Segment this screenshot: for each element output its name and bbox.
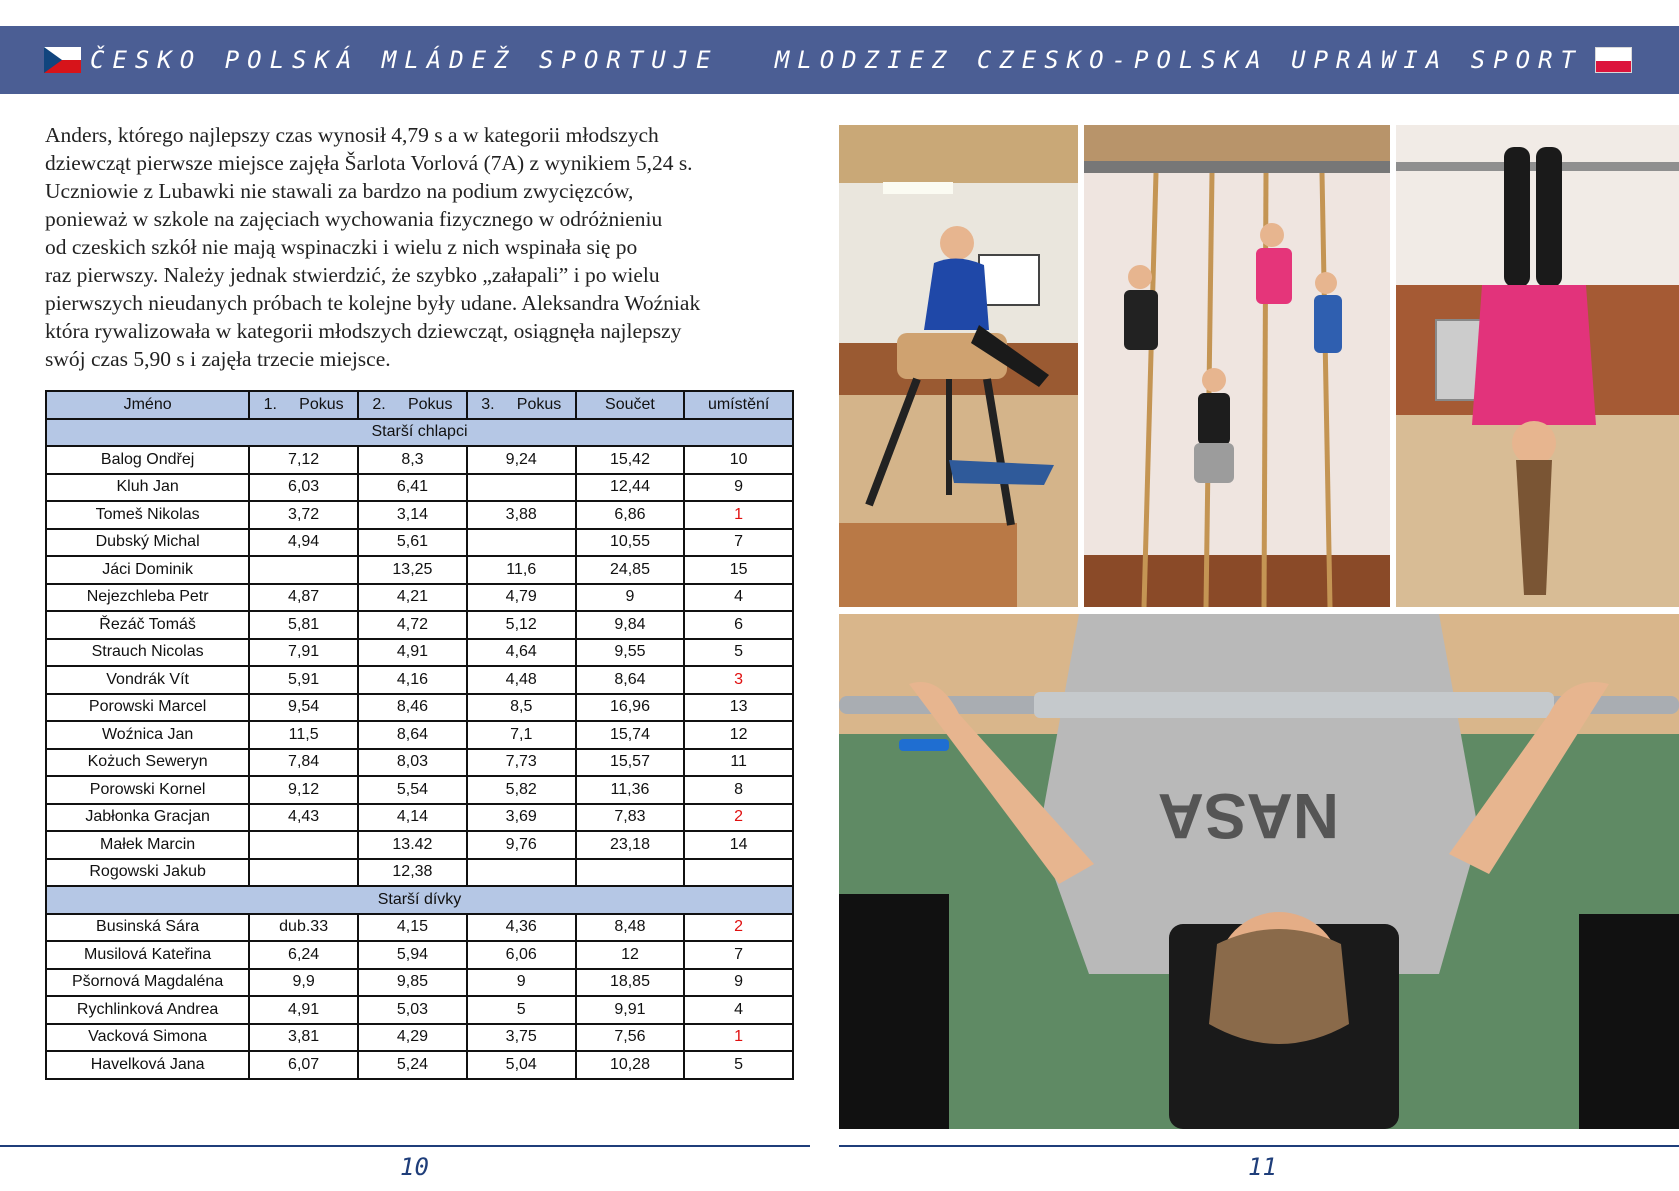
cell-placement: 11 bbox=[684, 749, 793, 777]
cell-placement: 14 bbox=[684, 831, 793, 859]
photo-boy-vaulting-icon bbox=[839, 125, 1078, 607]
table-row bbox=[46, 694, 793, 722]
cell-attempt-1 bbox=[249, 556, 358, 584]
cell-attempt-2: 8,03 bbox=[358, 749, 467, 777]
cell-sum: 15,57 bbox=[576, 749, 685, 777]
page-number-right: 11 bbox=[1248, 1153, 1277, 1181]
cell-attempt-3: 6,06 bbox=[467, 941, 576, 969]
cell-sum: 9,84 bbox=[576, 611, 685, 639]
cell-name: Jabłonka Gracjan bbox=[46, 804, 249, 832]
cell-attempt-2: 5,24 bbox=[358, 1051, 467, 1079]
table-row bbox=[46, 941, 793, 969]
cell-attempt-3: 8,5 bbox=[467, 694, 576, 722]
cell-attempt-2: 4,21 bbox=[358, 584, 467, 612]
cell-placement: 13 bbox=[684, 694, 793, 722]
cell-placement: 4 bbox=[684, 584, 793, 612]
cell-name: Dubský Michal bbox=[46, 529, 249, 557]
cell-sum: 15,42 bbox=[576, 446, 685, 474]
cell-sum: 18,85 bbox=[576, 969, 685, 997]
cell-name: Musilová Kateřina bbox=[46, 941, 249, 969]
cell-placement: 3 bbox=[684, 666, 793, 694]
cell-placement: 2 bbox=[684, 914, 793, 942]
cell-attempt-2: 4,29 bbox=[358, 1024, 467, 1052]
table-row bbox=[46, 914, 793, 942]
cell-sum: 9,91 bbox=[576, 996, 685, 1024]
cell-name: Rogowski Jakub bbox=[46, 859, 249, 887]
column-header-placement: umístění bbox=[684, 391, 793, 419]
cell-attempt-3: 4,36 bbox=[467, 914, 576, 942]
cell-attempt-3: 9,24 bbox=[467, 446, 576, 474]
cell-placement: 5 bbox=[684, 1051, 793, 1079]
cell-attempt-3: 9 bbox=[467, 969, 576, 997]
cell-placement: 9 bbox=[684, 474, 793, 502]
cell-name: Kożuch Seweryn bbox=[46, 749, 249, 777]
table-row bbox=[46, 721, 793, 749]
cell-attempt-2: 5,61 bbox=[358, 529, 467, 557]
cell-attempt-2: 6,41 bbox=[358, 474, 467, 502]
table-row bbox=[46, 859, 793, 887]
cell-attempt-3: 3,69 bbox=[467, 804, 576, 832]
cell-sum: 15,74 bbox=[576, 721, 685, 749]
cell-attempt-1: 9,9 bbox=[249, 969, 358, 997]
cell-placement: 1 bbox=[684, 1024, 793, 1052]
cell-name: Porowski Marcel bbox=[46, 694, 249, 722]
cell-name: Kluh Jan bbox=[46, 474, 249, 502]
table-row bbox=[46, 639, 793, 667]
column-header-attempt-1: 1. Pokus bbox=[249, 391, 358, 419]
table-row bbox=[46, 969, 793, 997]
cell-sum: 24,85 bbox=[576, 556, 685, 584]
cell-attempt-3 bbox=[467, 474, 576, 502]
header-title-polish: MLODZIEZ CZESKO-POLSKA UPRAWIA SPORT bbox=[774, 46, 1583, 74]
cell-name: Rychlinková Andrea bbox=[46, 996, 249, 1024]
cell-attempt-1: 7,12 bbox=[249, 446, 358, 474]
table-row bbox=[46, 776, 793, 804]
cell-attempt-3: 7,73 bbox=[467, 749, 576, 777]
cell-placement: 10 bbox=[684, 446, 793, 474]
cell-placement: 8 bbox=[684, 776, 793, 804]
cell-name: Strauch Nicolas bbox=[46, 639, 249, 667]
cell-attempt-3: 3,75 bbox=[467, 1024, 576, 1052]
cell-attempt-2: 13.42 bbox=[358, 831, 467, 859]
table-row bbox=[46, 584, 793, 612]
cell-attempt-3: 5 bbox=[467, 996, 576, 1024]
column-header-sum: Součet bbox=[576, 391, 685, 419]
table-row bbox=[46, 556, 793, 584]
cell-placement: 9 bbox=[684, 969, 793, 997]
cell-attempt-1: 5,91 bbox=[249, 666, 358, 694]
intro-line: od czeskich szkół nie mają wspinaczki i wielu z nich wspinała się po bbox=[45, 235, 638, 259]
table-row bbox=[46, 501, 793, 529]
cell-attempt-3 bbox=[467, 859, 576, 887]
cell-attempt-3: 11,6 bbox=[467, 556, 576, 584]
cell-attempt-1 bbox=[249, 859, 358, 887]
cell-attempt-1: 9,12 bbox=[249, 776, 358, 804]
cell-attempt-2: 5,03 bbox=[358, 996, 467, 1024]
cell-attempt-2: 4,14 bbox=[358, 804, 467, 832]
cell-name: Vacková Simona bbox=[46, 1024, 249, 1052]
cell-placement: 15 bbox=[684, 556, 793, 584]
cell-attempt-2: 4,91 bbox=[358, 639, 467, 667]
table-row bbox=[46, 474, 793, 502]
cell-name: Jáci Dominik bbox=[46, 556, 249, 584]
footer-rule-left bbox=[0, 1145, 810, 1147]
intro-line: Anders, którego najlepszy czas wynosił 4,79 s a w kategorii młodszych bbox=[45, 123, 659, 147]
cell-placement: 1 bbox=[684, 501, 793, 529]
cell-sum: 8,48 bbox=[576, 914, 685, 942]
cell-attempt-2: 3,14 bbox=[358, 501, 467, 529]
cell-attempt-1: 3,81 bbox=[249, 1024, 358, 1052]
cell-name: Balog Ondřej bbox=[46, 446, 249, 474]
cell-placement: 12 bbox=[684, 721, 793, 749]
table-row bbox=[46, 1024, 793, 1052]
cell-attempt-2: 4,15 bbox=[358, 914, 467, 942]
cell-attempt-1: 4,91 bbox=[249, 996, 358, 1024]
page-number-left: 10 bbox=[400, 1153, 429, 1181]
cell-attempt-3: 7,1 bbox=[467, 721, 576, 749]
cell-attempt-1: 3,72 bbox=[249, 501, 358, 529]
cell-sum: 6,86 bbox=[576, 501, 685, 529]
cell-attempt-1: 7,84 bbox=[249, 749, 358, 777]
cell-attempt-2: 5,94 bbox=[358, 941, 467, 969]
svg-text:NASA: NASA bbox=[1157, 780, 1339, 852]
polish-flag-icon bbox=[1595, 47, 1632, 73]
cell-attempt-3: 4,48 bbox=[467, 666, 576, 694]
cell-sum: 23,18 bbox=[576, 831, 685, 859]
cell-placement: 5 bbox=[684, 639, 793, 667]
cell-sum: 11,36 bbox=[576, 776, 685, 804]
cell-sum: 10,55 bbox=[576, 529, 685, 557]
cell-name: Małek Marcin bbox=[46, 831, 249, 859]
cell-name: Havelková Jana bbox=[46, 1051, 249, 1079]
cell-attempt-2: 8,46 bbox=[358, 694, 467, 722]
intro-paragraph bbox=[45, 121, 805, 373]
cell-attempt-1: 6,03 bbox=[249, 474, 358, 502]
cell-name: Porowski Kornel bbox=[46, 776, 249, 804]
table-row bbox=[46, 666, 793, 694]
column-header-attempt-3: 3. Pokus bbox=[467, 391, 576, 419]
footer-rule-right bbox=[839, 1145, 1679, 1147]
cell-attempt-2: 8,3 bbox=[358, 446, 467, 474]
table-row bbox=[46, 1051, 793, 1079]
cell-placement: 6 bbox=[684, 611, 793, 639]
cell-attempt-1: 7,91 bbox=[249, 639, 358, 667]
cell-attempt-2: 13,25 bbox=[358, 556, 467, 584]
section-header-row bbox=[46, 886, 793, 914]
cell-attempt-2: 12,38 bbox=[358, 859, 467, 887]
section-header-row bbox=[46, 419, 793, 447]
cell-name: Woźnica Jan bbox=[46, 721, 249, 749]
cell-attempt-3: 4,79 bbox=[467, 584, 576, 612]
column-header-name: Jméno bbox=[46, 391, 249, 419]
photo-boy-bench-press-icon bbox=[839, 614, 1679, 1129]
cell-sum: 9 bbox=[576, 584, 685, 612]
cell-sum: 9,55 bbox=[576, 639, 685, 667]
cell-name: Businská Sára bbox=[46, 914, 249, 942]
intro-line: która rywalizowała w kategorii młodszych dziewcząt, osiągnęła najlepszy bbox=[45, 319, 682, 343]
cell-attempt-3: 5,12 bbox=[467, 611, 576, 639]
cell-attempt-1: 4,87 bbox=[249, 584, 358, 612]
table-row bbox=[46, 611, 793, 639]
table-header-row bbox=[46, 391, 793, 419]
cell-placement: 2 bbox=[684, 804, 793, 832]
cell-attempt-2: 5,54 bbox=[358, 776, 467, 804]
cell-attempt-1: 11,5 bbox=[249, 721, 358, 749]
cell-placement: 7 bbox=[684, 941, 793, 969]
intro-line: pierwszych nieudanych próbach te kolejne były udane. Aleksandra Woźniak bbox=[45, 291, 701, 315]
cell-attempt-3: 9,76 bbox=[467, 831, 576, 859]
header-title-czech: ČESKO POLSKÁ MLÁDEŽ SPORTUJE bbox=[90, 46, 719, 74]
cell-attempt-2: 4,16 bbox=[358, 666, 467, 694]
cell-attempt-1: 6,07 bbox=[249, 1051, 358, 1079]
cell-attempt-2: 9,85 bbox=[358, 969, 467, 997]
cell-name: Pšornová Magdaléna bbox=[46, 969, 249, 997]
cell-sum: 12,44 bbox=[576, 474, 685, 502]
cell-attempt-1: 5,81 bbox=[249, 611, 358, 639]
page-header bbox=[0, 26, 1679, 94]
table-row bbox=[46, 749, 793, 777]
table-row bbox=[46, 804, 793, 832]
intro-line: Uczniowie z Lubawki nie stawali za bardzo na podium zwycięzców, bbox=[45, 179, 634, 203]
cell-placement: 7 bbox=[684, 529, 793, 557]
cell-attempt-1: 9,54 bbox=[249, 694, 358, 722]
results-table bbox=[45, 390, 794, 1080]
section-title: Starší dívky bbox=[46, 886, 793, 914]
photo-kids-climbing-poles-icon bbox=[1084, 125, 1390, 607]
section-title: Starší chlapci bbox=[46, 419, 793, 447]
cell-attempt-1 bbox=[249, 831, 358, 859]
cell-sum: 7,83 bbox=[576, 804, 685, 832]
table-row bbox=[46, 446, 793, 474]
cell-sum: 12 bbox=[576, 941, 685, 969]
cell-attempt-1: dub.33 bbox=[249, 914, 358, 942]
intro-line: raz pierwszy. Należy jednak stwierdzić, że szybko „załapali” i po wielu bbox=[45, 263, 660, 287]
cell-placement bbox=[684, 859, 793, 887]
cell-name: Tomeš Nikolas bbox=[46, 501, 249, 529]
cell-sum: 10,28 bbox=[576, 1051, 685, 1079]
intro-line: ponieważ w szkole na zajęciach wychowania fizycznego w odróżnieniu bbox=[45, 207, 663, 231]
cell-sum: 16,96 bbox=[576, 694, 685, 722]
column-header-attempt-2: 2. Pokus bbox=[358, 391, 467, 419]
cell-attempt-3: 3,88 bbox=[467, 501, 576, 529]
table-row bbox=[46, 529, 793, 557]
cell-attempt-1: 6,24 bbox=[249, 941, 358, 969]
cell-name: Nejezchleba Petr bbox=[46, 584, 249, 612]
cell-attempt-3 bbox=[467, 529, 576, 557]
table-row bbox=[46, 831, 793, 859]
cell-attempt-3: 4,64 bbox=[467, 639, 576, 667]
cell-sum: 7,56 bbox=[576, 1024, 685, 1052]
cell-attempt-2: 8,64 bbox=[358, 721, 467, 749]
cell-attempt-3: 5,04 bbox=[467, 1051, 576, 1079]
table-body bbox=[46, 419, 793, 1079]
cell-name: Řezáč Tomáš bbox=[46, 611, 249, 639]
czech-flag-icon bbox=[44, 47, 81, 73]
cell-attempt-1: 4,94 bbox=[249, 529, 358, 557]
cell-sum: 8,64 bbox=[576, 666, 685, 694]
intro-line: swój czas 5,90 s i zajęła trzecie miejsce. bbox=[45, 347, 391, 371]
cell-name: Vondrák Vít bbox=[46, 666, 249, 694]
cell-attempt-2: 4,72 bbox=[358, 611, 467, 639]
cell-attempt-1: 4,43 bbox=[249, 804, 358, 832]
photo-girl-hanging-upside-down-icon bbox=[1396, 125, 1679, 607]
cell-attempt-3: 5,82 bbox=[467, 776, 576, 804]
cell-placement: 4 bbox=[684, 996, 793, 1024]
intro-line: dziewcząt pierwsze miejsce zajęła Šarlota Vorlová (7A) z wynikiem 5,24 s. bbox=[45, 151, 693, 175]
table-row bbox=[46, 996, 793, 1024]
cell-sum bbox=[576, 859, 685, 887]
